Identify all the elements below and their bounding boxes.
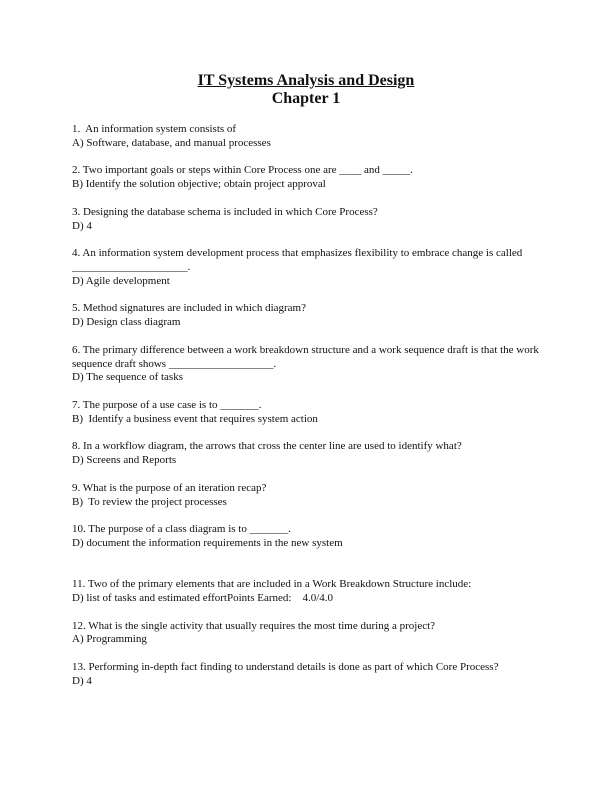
answer-text: B) Identify a business event that requires system action — [72, 412, 318, 425]
answer-text: B) Identify the solution objective; obtain project approval — [72, 178, 326, 191]
question-text: 13. Performing in-depth fact finding to understand details is done as part of which Core Process? — [72, 661, 499, 674]
question-item-9 — [72, 482, 544, 510]
answer-text: D) The sequence of tasks — [72, 371, 183, 384]
question-item-8 — [72, 440, 544, 468]
answer-text: A) Programming — [72, 633, 147, 646]
question-text: 3. Designing the database schema is included in which Core Process? — [72, 205, 378, 218]
question-item-2 — [72, 164, 544, 192]
answer-text: D) list of tasks and estimated effortPoints Earned: 4.0/4.0 — [72, 592, 334, 605]
document-title: IT Systems Analysis and Design — [197, 72, 415, 89]
question-text: 9. What is the purpose of an iteration recap? — [72, 481, 267, 494]
question-text: 2. Two important goals or steps within Core Process one are ____ and _____. — [72, 164, 413, 177]
question-list — [72, 123, 544, 702]
answer-text: B) To review the project processes — [72, 495, 227, 508]
question-item-5 — [72, 302, 544, 330]
question-item-6 — [72, 344, 544, 385]
question-item-1 — [72, 123, 544, 151]
question-text: 11. Two of the primary elements that are included in a Work Breakdown Structure include: — [72, 578, 472, 591]
question-item-4 — [72, 247, 544, 288]
question-text: 7. The purpose of a use case is to _______. — [72, 398, 262, 411]
question-item-7 — [72, 399, 544, 427]
answer-text: D) Design class diagram — [72, 316, 181, 329]
question-item-13 — [72, 661, 544, 689]
question-item-12 — [72, 620, 544, 648]
question-text: 5. Method signatures are included in which diagram? — [72, 302, 306, 315]
question-text: 6. The primary difference between a work breakdown structure and a work sequence draft is that the work sequence draft shows ___________________. — [72, 343, 542, 370]
question-text: 1. An information system consists of — [72, 123, 237, 135]
document-header — [0, 72, 612, 108]
answer-text: D) 4 — [72, 674, 92, 687]
question-item-10 — [72, 523, 544, 551]
question-text: 8. In a workflow diagram, the arrows that cross the center line are used to identify what? — [72, 440, 462, 453]
question-item-3 — [72, 206, 544, 234]
answer-text: A) Software, database, and manual processes — [72, 136, 271, 149]
answer-text: D) Screens and Reports — [72, 454, 177, 467]
chapter-heading: Chapter 1 — [271, 90, 341, 107]
question-text: 4. An information system development process that emphasizes flexibility to embrace change is called _____________________. — [72, 247, 526, 273]
question-item-11 — [72, 578, 544, 606]
answer-text: D) Agile development — [72, 274, 170, 287]
question-text: 12. What is the single activity that usually requires the most time during a project? — [72, 619, 436, 632]
answer-text: D) 4 — [72, 219, 92, 232]
answer-text: D) document the information requirements in the new system — [72, 536, 343, 549]
question-text: 10. The purpose of a class diagram is to _______. — [72, 523, 291, 536]
